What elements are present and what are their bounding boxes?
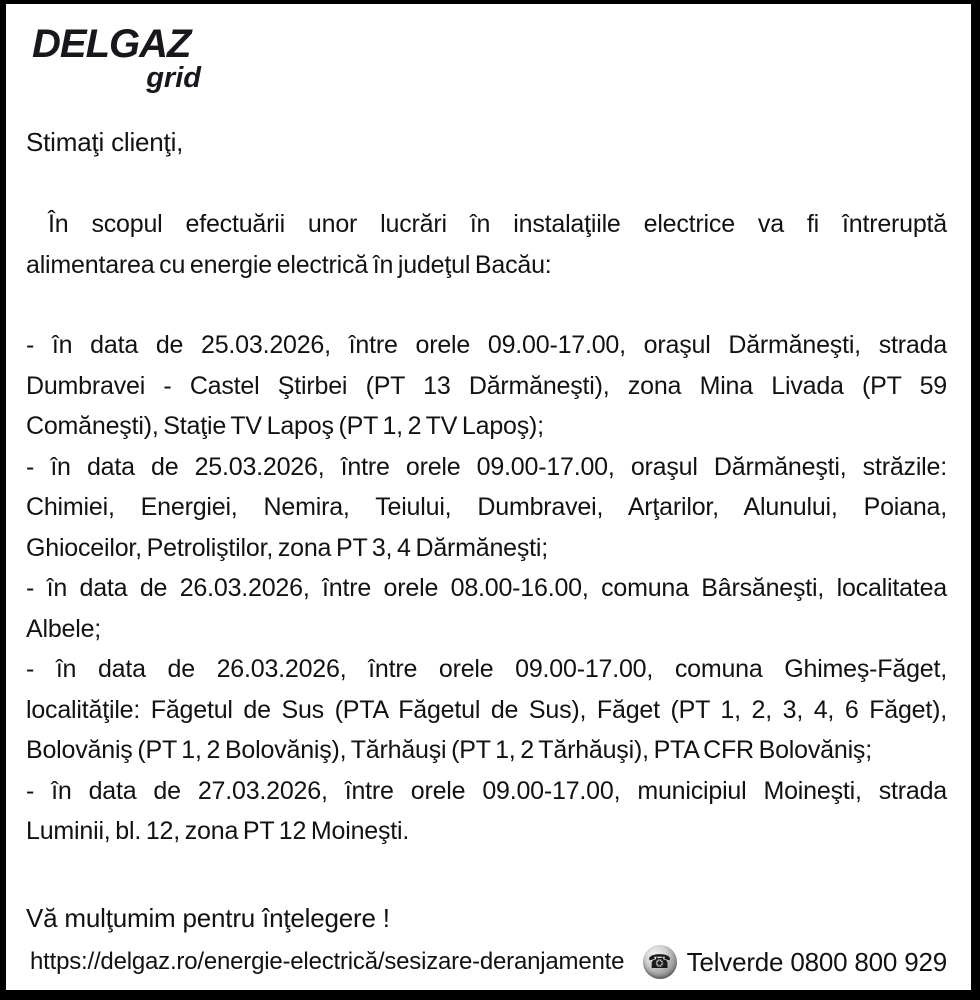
phone-icon: ☎ [643,945,677,979]
outage-line: - în data de 27.03.2026, între orele 09.00-17.00, municipiul Moineşti, strada [26,776,947,805]
outage-item [26,447,947,569]
outage-line: - în data de 25.03.2026, între orele 09.00-17.00, oraşul Dărmăneşti, strada [26,331,947,359]
outage-item [26,649,947,771]
intro-line: În scopul efectuării unor lucrări în instalaţiile electrice va fi întreruptă [48,210,947,238]
outage-list [26,325,947,852]
telverde-number: Telverde 0800 800 929 [686,946,947,977]
outage-line: localităţile: Făgetul de Sus (PTA Făgetul de Sus), Făget (PT 1, 2, 3, 4, 6 Făget), [26,695,947,724]
outage-line: Luminii, bl. 12, zona PT 12 Moineşti. [26,817,410,845]
outage-item [26,771,947,852]
footer [30,940,947,984]
logo-brand-text: DELGAZ [32,22,191,66]
outage-line: Chimiei, Energiei, Nemira, Teiului, Dumbravei, Arţarilor, Alunului, Poiana, [26,493,947,521]
intro-line: alimentarea cu energie electrică în judeţul Bacău: [26,250,552,279]
intro-paragraph [26,204,947,285]
outage-line: Bolovăniş (PT 1, 2 Bolovăniş), Tărhăuşi (PT 1, 2 Tărhăuşi), PTA CFR Bolovăniş; [26,736,872,764]
greeting-text: Stimaţi clienţi, [26,127,184,157]
outage-item [26,325,947,447]
telverde-contact [643,945,947,979]
outage-line: Albele; [26,614,102,643]
outage-line: Dumbravei - Castel Ştirbei (PT 13 Dărmăneşti), zona Mina Livada (PT 59 [26,371,947,400]
outage-line: - în data de 26.03.2026, între orele 08.00-16.00, comuna Bârsăneşti, localitatea [26,574,947,602]
outage-line: - în data de 26.03.2026, între orele 09.00-17.00, comuna Ghimeş-Făget, [26,655,947,683]
closing-text: Vă mulţumim pentru înţelegere ! [26,902,390,933]
outage-line: Comăneşti), Staţie TV Lapoş (PT 1, 2 TV Lapoş); [26,412,544,440]
outage-line: Ghioceilor, Petroliştilor, zona PT 3, 4 Dărmăneşti; [26,533,549,562]
delgaz-grid-logo [26,4,204,92]
outage-item [26,568,947,649]
outage-line: - în data de 25.03.2026, între orele 09.00-17.00, oraşul Dărmăneşti, străzile: [26,452,947,481]
logo-sub-text: grid [146,62,201,94]
report-issues-link[interactable]: https://delgaz.ro/energie-electrică/sesizare-deranjamente [30,948,625,975]
